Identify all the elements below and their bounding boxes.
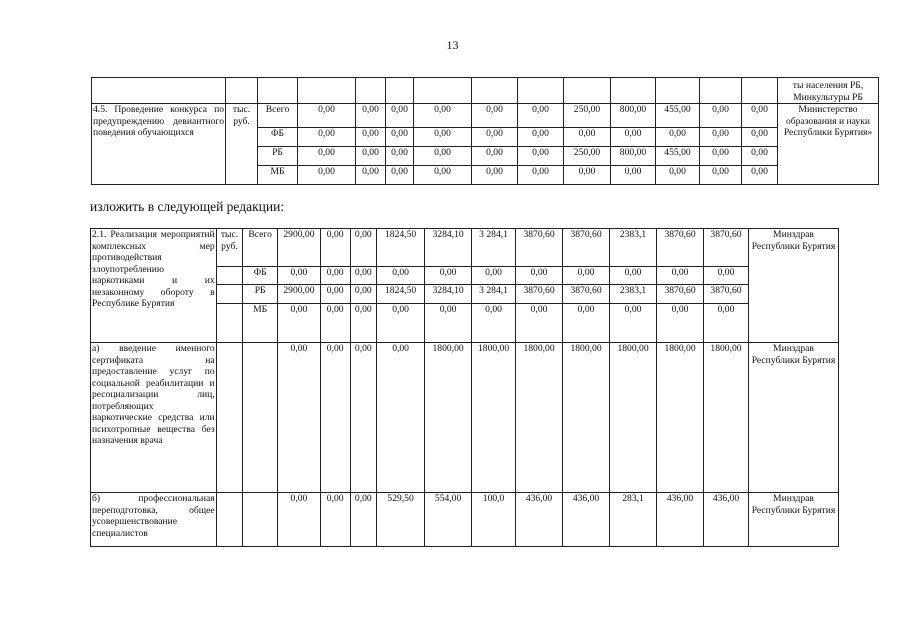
value-cell: 0,00 xyxy=(516,267,563,285)
funding-source xyxy=(243,343,278,493)
value-cell: 2383,1 xyxy=(610,285,657,304)
value-cell: 0,00 xyxy=(518,166,564,185)
value-cell: 0,00 xyxy=(350,493,377,547)
intro-text: изложить в следующей редакции: xyxy=(90,199,285,214)
value-cell: 0,00 xyxy=(700,104,742,128)
value-cell: 436,00 xyxy=(657,493,704,547)
value-cell: 0,00 xyxy=(742,104,778,128)
value-cell: 3870,60 xyxy=(563,229,610,267)
executor-cell: Минздрав Республики Бурятия xyxy=(748,493,838,547)
value-cell: 0,00 xyxy=(320,493,350,547)
table-new-edition xyxy=(90,228,839,547)
value-cell: 0,00 xyxy=(414,104,472,128)
table-row xyxy=(92,78,879,104)
executor-cell: Минздрав Республики Бурятия xyxy=(748,343,838,493)
value-cell: 0,00 xyxy=(518,128,564,147)
value-cell: 0,00 xyxy=(518,104,564,128)
value-cell: 2900,00 xyxy=(277,229,320,267)
value-cell: 554,00 xyxy=(425,493,472,547)
executor-cell: Министерство образования и науки Республики Бурятия» xyxy=(778,104,879,185)
value-cell: 283,1 xyxy=(610,493,657,547)
value-cell: 436,00 xyxy=(516,493,563,547)
value-cell: 0,00 xyxy=(386,128,414,147)
value-cell: 0,00 xyxy=(350,267,377,285)
value-cell: 1800,00 xyxy=(704,343,749,493)
funding-source: Всего xyxy=(243,229,278,267)
value-cell: 0,00 xyxy=(472,104,518,128)
value-cell: 0,00 xyxy=(414,166,472,185)
value-cell: 1800,00 xyxy=(516,343,563,493)
value-cell: 2383,1 xyxy=(610,229,657,267)
value-cell: 0,00 xyxy=(425,304,472,343)
value-cell: 0,00 xyxy=(472,267,516,285)
table-row xyxy=(91,493,839,547)
value-cell: 0,00 xyxy=(425,267,472,285)
value-cell: 0,00 xyxy=(298,147,356,166)
executor-note: ты населения РБ, Минкультуры РБ xyxy=(778,78,879,104)
value-cell: 529,50 xyxy=(377,493,425,547)
value-cell: 0,00 xyxy=(704,267,749,285)
value-cell: 1800,00 xyxy=(472,343,516,493)
value-cell: 455,00 xyxy=(656,147,700,166)
value-cell: 1800,00 xyxy=(563,343,610,493)
value-cell: 0,00 xyxy=(277,267,320,285)
funding-source: МБ xyxy=(243,304,278,343)
value-cell: 0,00 xyxy=(700,166,742,185)
value-cell: 3284,10 xyxy=(425,285,472,304)
value-cell: 2900,00 xyxy=(277,285,320,304)
value-cell: 0,00 xyxy=(564,166,611,185)
value-cell: 0,00 xyxy=(518,147,564,166)
value-cell: 0,00 xyxy=(704,304,749,343)
value-cell: 0,00 xyxy=(472,147,518,166)
value-cell: 0,00 xyxy=(516,304,563,343)
value-cell: 0,00 xyxy=(700,128,742,147)
value-cell: 0,00 xyxy=(472,304,516,343)
value-cell: 0,00 xyxy=(377,267,425,285)
value-cell: 0,00 xyxy=(377,304,425,343)
value-cell: 0,00 xyxy=(350,285,377,304)
value-cell: 3 284,1 xyxy=(472,229,516,267)
value-cell: 0,00 xyxy=(742,128,778,147)
value-cell: 0,00 xyxy=(356,104,386,128)
value-cell: 0,00 xyxy=(414,128,472,147)
value-cell: 0,00 xyxy=(356,147,386,166)
value-cell: 0,00 xyxy=(563,304,610,343)
value-cell: 436,00 xyxy=(704,493,749,547)
value-cell: 0,00 xyxy=(611,128,656,147)
value-cell: 0,00 xyxy=(386,166,414,185)
item-name: а) введение именного сертификата на предоставление услуг по социальной реабилитации и ресоциализации лиц, потребляющих наркотические средства или психотропные вещества без назначения врача xyxy=(91,343,217,493)
table-row xyxy=(91,229,839,267)
value-cell: 1824,50 xyxy=(377,285,425,304)
value-cell: 0,00 xyxy=(563,267,610,285)
value-cell: 0,00 xyxy=(657,304,704,343)
value-cell: 0,00 xyxy=(350,304,377,343)
value-cell: 0,00 xyxy=(386,104,414,128)
value-cell: 0,00 xyxy=(356,166,386,185)
value-cell: 1800,00 xyxy=(610,343,657,493)
value-cell: 455,00 xyxy=(656,104,700,128)
value-cell: 0,00 xyxy=(350,229,377,267)
value-cell: 0,00 xyxy=(472,166,518,185)
value-cell: 3870,60 xyxy=(704,229,749,267)
value-cell: 0,00 xyxy=(656,166,700,185)
funding-source xyxy=(243,493,278,547)
value-cell: 0,00 xyxy=(298,104,356,128)
value-cell: 3870,60 xyxy=(657,229,704,267)
value-cell: 436,00 xyxy=(563,493,610,547)
value-cell: 0,00 xyxy=(742,147,778,166)
value-cell: 0,00 xyxy=(350,343,377,493)
funding-source: РБ xyxy=(243,285,278,304)
value-cell: 100,0 xyxy=(472,493,516,547)
table-old-edition xyxy=(91,77,879,185)
value-cell: 800,00 xyxy=(611,147,656,166)
value-cell: 0,00 xyxy=(611,166,656,185)
value-cell: 0,00 xyxy=(386,147,414,166)
value-cell: 0,00 xyxy=(320,285,350,304)
table-row xyxy=(92,104,879,128)
value-cell: 0,00 xyxy=(298,166,356,185)
value-cell: 3870,60 xyxy=(657,285,704,304)
value-cell: 250,00 xyxy=(564,147,611,166)
value-cell: 3870,60 xyxy=(704,285,749,304)
value-cell: 0,00 xyxy=(700,147,742,166)
funding-source: МБ xyxy=(258,166,298,185)
value-cell: 0,00 xyxy=(657,267,704,285)
value-cell: 250,00 xyxy=(564,104,611,128)
value-cell: 800,00 xyxy=(611,104,656,128)
page-number: 13 xyxy=(446,38,459,52)
executor-cell: Минздрав Республики Бурятия xyxy=(748,229,838,343)
value-cell: 0,00 xyxy=(472,128,518,147)
unit-cell xyxy=(216,267,243,285)
unit-cell xyxy=(216,304,243,343)
value-cell: 0,00 xyxy=(414,147,472,166)
value-cell: 0,00 xyxy=(277,343,320,493)
value-cell: 0,00 xyxy=(377,343,425,493)
value-cell: 0,00 xyxy=(320,343,350,493)
value-cell: 0,00 xyxy=(320,304,350,343)
table-row xyxy=(91,343,839,493)
unit-cell xyxy=(216,285,243,304)
value-cell: 0,00 xyxy=(277,304,320,343)
item-name: 4.5. Проведение конкурса по предупреждению девиантного поведения обучающихся xyxy=(92,104,226,185)
unit-cell xyxy=(216,343,243,493)
funding-source: ФБ xyxy=(258,128,298,147)
value-cell: 1800,00 xyxy=(657,343,704,493)
value-cell: 0,00 xyxy=(320,267,350,285)
value-cell: 3870,60 xyxy=(516,285,563,304)
value-cell: 0,00 xyxy=(656,128,700,147)
value-cell: 0,00 xyxy=(298,128,356,147)
value-cell: 0,00 xyxy=(356,128,386,147)
unit-cell xyxy=(216,493,243,547)
value-cell: 3284,10 xyxy=(425,229,472,267)
value-cell: 0,00 xyxy=(742,166,778,185)
funding-source: ФБ xyxy=(243,267,278,285)
value-cell: 1824,50 xyxy=(377,229,425,267)
value-cell: 3 284,1 xyxy=(472,285,516,304)
item-name: б) профессиональная переподготовка, общее усовершенствование специалистов xyxy=(91,493,217,547)
value-cell: 0,00 xyxy=(564,128,611,147)
value-cell: 0,00 xyxy=(610,267,657,285)
value-cell: 3870,60 xyxy=(563,285,610,304)
value-cell: 0,00 xyxy=(277,493,320,547)
value-cell: 0,00 xyxy=(610,304,657,343)
unit-cell: тыс. руб. xyxy=(226,104,258,185)
funding-source: Всего xyxy=(258,104,298,128)
item-name: 2.1. Реализация мероприятий комплексных мер противодействия злоупотреблению наркотиками и их незаконному обороту в Республике Бурятия xyxy=(91,229,217,343)
value-cell: 3870,60 xyxy=(516,229,563,267)
value-cell: 0,00 xyxy=(320,229,350,267)
unit-cell: тыс. руб. xyxy=(216,229,243,267)
value-cell: 1800,00 xyxy=(425,343,472,493)
funding-source: РБ xyxy=(258,147,298,166)
